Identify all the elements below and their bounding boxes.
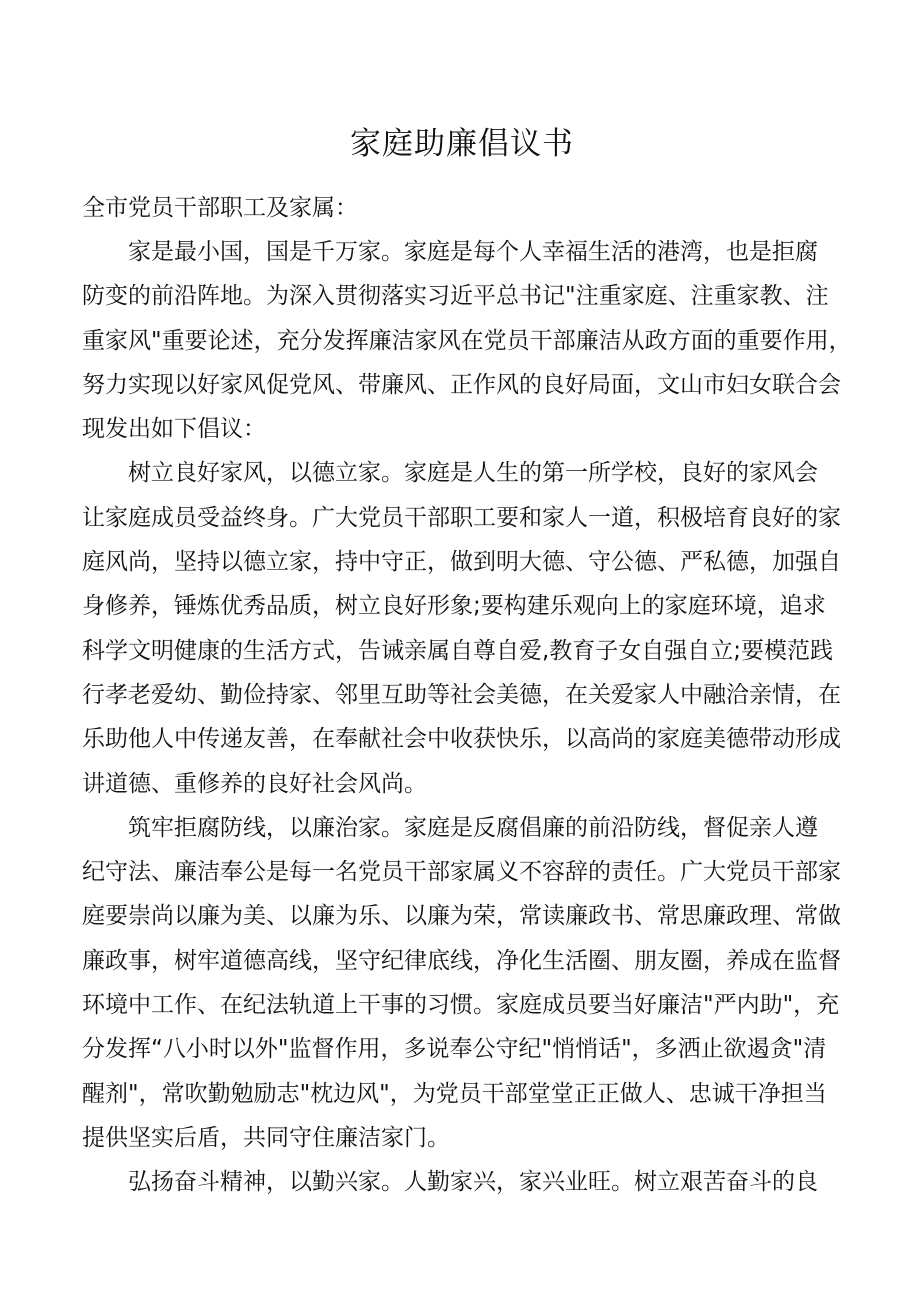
text-line: 家是最小国，国是千万家。家庭是每个人幸福生活的港湾，也是拒腐 (128, 239, 818, 265)
text-line: 现发出如下倡议： (82, 416, 266, 443)
text-line: 廉政事，树牢道德高线，坚守纪律底线，净化生活圈、朋友圈，养成在监督 (82, 947, 841, 974)
salutation: 全市党员干部职工及家属： (82, 195, 358, 221)
text-line: 弘扬奋斗精神，以勤兴家。人勤家兴，家兴业旺。树立艰苦奋斗的良 (128, 1169, 818, 1196)
text-line: 重家风"重要论述，充分发挥廉洁家风在党员干部廉洁从政方面的重要作用， (82, 327, 852, 354)
paragraph-family-virtue (82, 451, 842, 805)
text-line: 行孝老爱幼、勤俭持家、邻里互助等社会美德，在关爱家人中融洽亲情，在 (82, 681, 841, 708)
text-line: 庭风尚，坚持以德立家，持中守正，做到明大德、守公德、严私德，加强自 (82, 549, 841, 576)
text-line: 乐助他人中传递友善，在奉献社会中收获快乐，以高尚的家庭美德带动形成 (82, 726, 841, 753)
text-line: 环境中工作、在纪法轨道上干事的习惯。家庭成员要当好廉洁"严内助"，充 (82, 992, 840, 1019)
text-line: 筑牢拒腐防线，以廉治家。家庭是反腐倡廉的前沿防线，督促亲人遵 (128, 814, 818, 841)
text-line: 让家庭成员受益终身。广大党员干部职工要和家人一道，积极培育良好的家 (82, 504, 841, 531)
paragraph-intro (82, 230, 852, 451)
text-line: 分发挥“八小时以外"监督作用，多说奉公守纪"悄悄话"，多洒止欲遏贪"清 (82, 1036, 827, 1063)
document-title: 家庭助廉倡议书 (350, 126, 574, 162)
document-page (82, 120, 852, 1205)
text-line: 提供坚实后盾，共同守住廉洁家门。 (82, 1124, 450, 1151)
text-line: 努力实现以好家风促党风、带廉风、正作风的良好局面，文山市妇女联合会 (82, 371, 841, 398)
text-line: 纪守法、廉洁奉公是每一名党员干部家属义不容辞的责任。广大党员干部家 (82, 859, 841, 886)
text-line: 身修养，锤炼优秀品质，树立良好形象;要构建乐观向上的家庭环境，追求 (82, 593, 826, 620)
text-line: 树立良好家风，以德立家。家庭是人生的第一所学校，良好的家风会 (128, 460, 818, 487)
text-line: 醒剂"，常吹勤勉励志"枕边风"，为党员干部堂堂正正做人、忠诚干净担当 (82, 1080, 827, 1107)
paragraph-diligence (82, 1160, 842, 1204)
text-line: 讲道德、重修养的良好社会风尚。 (82, 770, 427, 797)
text-line: 科学文明健康的生活方式，告诫亲属自尊自爱,教育子女自强自立;要模范践 (82, 637, 834, 664)
paragraph-integrity (82, 806, 842, 1160)
text-line: 庭要崇尚以廉为美、以廉为乐、以廉为荣，常读廉政书、常思廉政理、常做 (82, 903, 841, 930)
text-line: 防变的前沿阵地。为深入贯彻落实习近平总书记"注重家庭、注重家教、注 (82, 283, 829, 310)
